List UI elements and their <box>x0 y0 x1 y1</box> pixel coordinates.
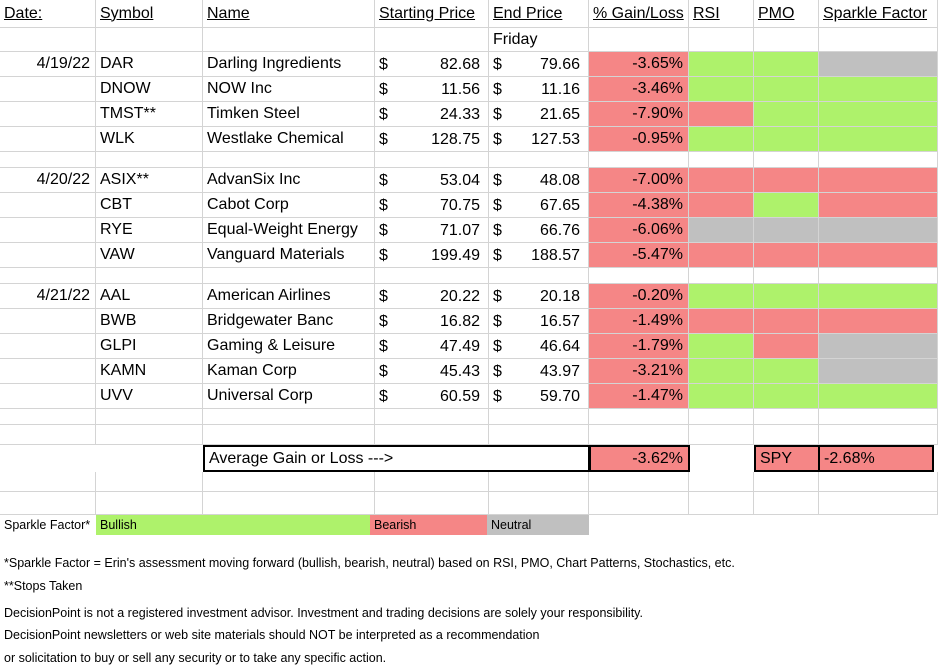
gain-loss-cell: -7.90% <box>589 102 689 127</box>
cell <box>0 409 96 425</box>
cell <box>375 492 489 515</box>
pmo-indicator-bullish <box>754 384 819 409</box>
end-price-cell-value: 11.16 <box>541 81 580 98</box>
gain-loss-cell: -3.46% <box>589 77 689 102</box>
disclaimer-line-2: DecisionPoint newsletters or web site materials should NOT be interpreted as a recommendation <box>4 628 540 642</box>
average-row <box>0 445 938 472</box>
starting-price-cell-value: 16.82 <box>439 313 480 330</box>
cell <box>0 268 96 284</box>
rsi-indicator-neutral <box>689 218 754 243</box>
group-date: 4/20/22 <box>0 168 96 193</box>
pmo-indicator-bullish <box>754 359 819 384</box>
starting-price-cell <box>375 52 489 77</box>
cell <box>819 492 938 515</box>
cell <box>203 492 375 515</box>
cell <box>819 28 938 52</box>
pmo-indicator-bullish <box>754 77 819 102</box>
gain-loss-cell: -0.20% <box>589 284 689 309</box>
name-cell: Universal Corp <box>203 384 375 409</box>
end-price-cell <box>489 384 589 409</box>
end-price-cell-value: 46.64 <box>539 338 580 355</box>
cell <box>754 268 819 284</box>
cell <box>0 309 96 334</box>
group-date: 4/19/22 <box>0 52 96 77</box>
currency-symbol: $ <box>493 172 502 189</box>
header-starting-price: Starting Price <box>375 0 489 28</box>
gain-loss-cell: -1.47% <box>589 384 689 409</box>
cell <box>0 77 96 102</box>
header-end-price: End Price <box>489 0 589 28</box>
starting-price-cell-value: 45.43 <box>439 363 480 380</box>
header-row <box>0 0 938 28</box>
cell <box>689 409 754 425</box>
spacer-row <box>0 268 938 284</box>
gain-loss-cell: -1.79% <box>589 334 689 359</box>
end-price-cell <box>489 52 589 77</box>
sparkle-factor-neutral <box>819 52 938 77</box>
starting-price-cell-value: 71.07 <box>439 222 480 239</box>
currency-symbol: $ <box>493 131 502 148</box>
cell <box>489 152 589 168</box>
rsi-indicator-bearish <box>689 102 754 127</box>
currency-symbol: $ <box>379 288 388 305</box>
cell <box>375 152 489 168</box>
sparkle-factor-bearish <box>819 309 938 334</box>
pmo-indicator-bearish <box>754 334 819 359</box>
cell <box>96 28 203 52</box>
cell <box>689 28 754 52</box>
currency-symbol: $ <box>379 81 388 98</box>
cell <box>489 425 589 445</box>
sparkle-factor-bullish <box>819 384 938 409</box>
cell <box>375 268 489 284</box>
cell <box>689 152 754 168</box>
currency-symbol: $ <box>379 313 388 330</box>
cell <box>0 384 96 409</box>
header-symbol: Symbol <box>96 0 203 28</box>
symbol-cell: DNOW <box>96 77 203 102</box>
header-rsi: RSI <box>689 0 754 28</box>
starting-price-cell-value: 199.49 <box>431 247 480 264</box>
starting-price-cell <box>375 334 489 359</box>
sparkle-factor-bullish <box>819 284 938 309</box>
end-price-cell-value: 127.53 <box>531 131 580 148</box>
end-price-cell-value: 43.97 <box>539 363 580 380</box>
end-price-cell <box>489 102 589 127</box>
starting-price-cell <box>375 309 489 334</box>
table-row <box>0 309 938 334</box>
name-cell: Bridgewater Banc <box>203 309 375 334</box>
starting-price-cell-value: 20.22 <box>439 288 480 305</box>
cell <box>689 425 754 445</box>
cell <box>96 425 203 445</box>
starting-price-cell-value: 24.33 <box>439 106 480 123</box>
table-row <box>0 334 938 359</box>
symbol-cell: CBT <box>96 193 203 218</box>
name-cell: Darling Ingredients <box>203 52 375 77</box>
rsi-indicator-bearish <box>689 193 754 218</box>
cell <box>689 268 754 284</box>
cell <box>203 425 375 445</box>
currency-symbol: $ <box>493 81 502 98</box>
table-row <box>0 384 938 409</box>
sparkle-factor-bullish <box>819 77 938 102</box>
note-row <box>0 648 938 668</box>
spacer-row <box>0 409 938 425</box>
cell <box>0 28 96 52</box>
end-price-cell-value: 66.76 <box>539 222 580 239</box>
spacer-row <box>0 492 938 515</box>
gain-loss-cell: -6.06% <box>589 218 689 243</box>
table-row <box>0 168 938 193</box>
currency-symbol: $ <box>379 131 388 148</box>
disclaimer-line-1: DecisionPoint is not a registered investment advisor. Investment and trading decisions are solely your responsibility. <box>4 606 643 620</box>
currency-symbol: $ <box>493 363 502 380</box>
starting-price-cell-value: 70.75 <box>439 197 480 214</box>
cell <box>96 472 203 492</box>
name-cell: American Airlines <box>203 284 375 309</box>
rsi-indicator-bullish <box>689 284 754 309</box>
starting-price-cell <box>375 384 489 409</box>
table-row <box>0 284 938 309</box>
cell <box>589 152 689 168</box>
name-cell: Kaman Corp <box>203 359 375 384</box>
cell <box>0 218 96 243</box>
table-row <box>0 243 938 268</box>
table-row <box>0 193 938 218</box>
spacer-row <box>0 425 938 445</box>
currency-symbol: $ <box>493 288 502 305</box>
starting-price-cell <box>375 102 489 127</box>
cell <box>203 409 375 425</box>
currency-symbol: $ <box>379 388 388 405</box>
table-row <box>0 218 938 243</box>
gain-loss-cell: -4.38% <box>589 193 689 218</box>
sparkle-factor-bearish <box>819 168 938 193</box>
sparkle-factor-bullish <box>819 102 938 127</box>
starting-price-cell <box>375 284 489 309</box>
end-price-cell <box>489 218 589 243</box>
name-cell: Timken Steel <box>203 102 375 127</box>
cell <box>589 425 689 445</box>
cell <box>0 472 96 492</box>
rsi-indicator-bullish <box>689 52 754 77</box>
currency-symbol: $ <box>379 363 388 380</box>
cell <box>754 425 819 445</box>
disclaimer-line-3: or solicitation to buy or sell any security or to take any specific action. <box>4 651 387 665</box>
sparkle-factor-bearish <box>819 243 938 268</box>
table-row <box>0 102 938 127</box>
cell <box>0 127 96 152</box>
table-row <box>0 77 938 102</box>
cell <box>96 152 203 168</box>
cell <box>0 492 96 515</box>
header-gain-loss: % Gain/Loss <box>589 0 689 28</box>
symbol-cell: VAW <box>96 243 203 268</box>
symbol-cell: AAL <box>96 284 203 309</box>
note-sparkle-definition: *Sparkle Factor = Erin's assessment moving forward (bullish, bearish, neutral) based on RSI, PMO, Chart Patterns, Stochastics, etc. <box>4 556 735 570</box>
currency-symbol: $ <box>493 222 502 239</box>
starting-price-cell <box>375 218 489 243</box>
name-cell: Gaming & Leisure <box>203 334 375 359</box>
currency-symbol: $ <box>379 222 388 239</box>
pmo-indicator-bearish <box>754 168 819 193</box>
currency-symbol: $ <box>379 106 388 123</box>
note-row <box>0 553 938 573</box>
currency-symbol: $ <box>379 56 388 73</box>
group-date: 4/21/22 <box>0 284 96 309</box>
symbol-cell: DAR <box>96 52 203 77</box>
cell <box>819 268 938 284</box>
spy-label: SPY <box>754 445 820 472</box>
end-price-cell-value: 79.66 <box>539 56 580 73</box>
pmo-indicator-bullish <box>754 193 819 218</box>
sparkle-factor-neutral <box>819 334 938 359</box>
pmo-indicator-bullish <box>754 102 819 127</box>
cell <box>589 492 689 515</box>
average-label: Average Gain or Loss ---> <box>203 445 590 472</box>
cell <box>203 152 375 168</box>
symbol-cell: BWB <box>96 309 203 334</box>
symbol-cell: RYE <box>96 218 203 243</box>
gain-loss-cell: -5.47% <box>589 243 689 268</box>
starting-price-cell-value: 128.75 <box>431 131 480 148</box>
pmo-indicator-bullish <box>754 284 819 309</box>
rsi-indicator-bullish <box>689 359 754 384</box>
table-row <box>0 52 938 77</box>
symbol-cell: TMST** <box>96 102 203 127</box>
cell <box>0 243 96 268</box>
currency-symbol: $ <box>493 56 502 73</box>
name-cell: NOW Inc <box>203 77 375 102</box>
cell <box>0 425 96 445</box>
rsi-indicator-bullish <box>689 384 754 409</box>
pmo-indicator-bearish <box>754 243 819 268</box>
cell <box>0 359 96 384</box>
legend-bullish: Bullish <box>96 515 370 535</box>
name-cell: AdvanSix Inc <box>203 168 375 193</box>
cell <box>589 268 689 284</box>
rsi-indicator-bearish <box>689 168 754 193</box>
symbol-cell: KAMN <box>96 359 203 384</box>
spy-value: -2.68% <box>818 445 934 472</box>
legend-title: Sparkle Factor* <box>4 518 91 532</box>
cell <box>689 472 754 492</box>
cell <box>489 492 589 515</box>
currency-symbol: $ <box>379 172 388 189</box>
spacer-row <box>0 472 938 492</box>
end-price-cell <box>489 168 589 193</box>
pmo-indicator-bullish <box>754 52 819 77</box>
end-price-cell-value: 48.08 <box>539 172 580 189</box>
starting-price-cell <box>375 77 489 102</box>
header-pmo: PMO <box>754 0 819 28</box>
sparkle-factor-neutral <box>819 359 938 384</box>
symbol-cell: ASIX** <box>96 168 203 193</box>
note-row <box>0 603 938 623</box>
name-cell: Cabot Corp <box>203 193 375 218</box>
end-price-cell <box>489 309 589 334</box>
cell <box>754 472 819 492</box>
note-stops-taken: **Stops Taken <box>4 579 83 593</box>
gain-loss-cell: -1.49% <box>589 309 689 334</box>
cell <box>589 472 689 492</box>
rsi-indicator-bearish <box>689 309 754 334</box>
currency-symbol: $ <box>379 247 388 264</box>
currency-symbol: $ <box>493 388 502 405</box>
cell <box>819 425 938 445</box>
legend-row <box>0 515 938 535</box>
starting-price-cell <box>375 243 489 268</box>
symbol-cell: UVV <box>96 384 203 409</box>
cell <box>489 472 589 492</box>
cell <box>96 268 203 284</box>
cell <box>375 28 489 52</box>
symbol-cell: WLK <box>96 127 203 152</box>
cell <box>375 409 489 425</box>
rsi-indicator-bearish <box>689 243 754 268</box>
cell <box>689 492 754 515</box>
legend-bearish: Bearish <box>370 515 487 535</box>
starting-price-cell <box>375 168 489 193</box>
cell <box>819 409 938 425</box>
sparkle-factor-neutral <box>819 218 938 243</box>
starting-price-cell-value: 53.04 <box>439 172 480 189</box>
end-price-cell <box>489 334 589 359</box>
cell <box>375 472 489 492</box>
cell <box>96 492 203 515</box>
cell <box>754 492 819 515</box>
name-cell: Vanguard Materials <box>203 243 375 268</box>
cell <box>375 425 489 445</box>
average-value: -3.62% <box>589 445 690 472</box>
end-price-cell-value: 59.70 <box>539 388 580 405</box>
cell <box>0 102 96 127</box>
pmo-indicator-neutral <box>754 218 819 243</box>
cell <box>489 268 589 284</box>
end-price-cell-value: 16.57 <box>539 313 580 330</box>
end-price-cell <box>489 243 589 268</box>
end-price-cell <box>489 359 589 384</box>
cell <box>96 409 203 425</box>
header-name: Name <box>203 0 375 28</box>
starting-price-cell-value: 60.59 <box>439 388 480 405</box>
starting-price-cell <box>375 359 489 384</box>
cell <box>754 152 819 168</box>
currency-symbol: $ <box>379 338 388 355</box>
cell <box>203 472 375 492</box>
header-date: Date: <box>0 0 96 28</box>
starting-price-cell <box>375 127 489 152</box>
cell <box>754 28 819 52</box>
table-row <box>0 127 938 152</box>
end-price-cell <box>489 77 589 102</box>
starting-price-cell-value: 47.49 <box>439 338 480 355</box>
name-cell: Equal-Weight Energy <box>203 218 375 243</box>
end-price-cell-value: 20.18 <box>539 288 580 305</box>
table-row <box>0 359 938 384</box>
cell <box>203 268 375 284</box>
name-cell: Westlake Chemical <box>203 127 375 152</box>
cell <box>819 152 938 168</box>
cell <box>203 28 375 52</box>
currency-symbol: $ <box>493 106 502 123</box>
end-price-cell-value: 21.65 <box>539 106 580 123</box>
header-sparkle-factor: Sparkle Factor <box>819 0 938 28</box>
end-price-cell <box>489 127 589 152</box>
cell <box>589 28 689 52</box>
currency-symbol: $ <box>379 197 388 214</box>
subheader-row <box>0 28 938 52</box>
currency-symbol: $ <box>493 338 502 355</box>
rsi-indicator-bullish <box>689 334 754 359</box>
end-price-cell <box>489 284 589 309</box>
gain-loss-cell: -3.65% <box>589 52 689 77</box>
note-row <box>0 625 938 645</box>
cell <box>589 409 689 425</box>
sparkle-factor-bearish <box>819 193 938 218</box>
starting-price-cell-value: 82.68 <box>439 56 480 73</box>
gain-loss-cell: -3.21% <box>589 359 689 384</box>
cell <box>0 152 96 168</box>
gain-loss-cell: -7.00% <box>589 168 689 193</box>
cell <box>819 472 938 492</box>
cell <box>0 334 96 359</box>
end-price-cell-value: 67.65 <box>539 197 580 214</box>
end-price-day: Friday <box>489 28 589 52</box>
gain-loss-cell: -0.95% <box>589 127 689 152</box>
starting-price-cell-value: 11.56 <box>441 81 480 98</box>
spacer-row <box>0 152 938 168</box>
pmo-indicator-bullish <box>754 127 819 152</box>
currency-symbol: $ <box>493 197 502 214</box>
cell <box>754 409 819 425</box>
symbol-cell: GLPI <box>96 334 203 359</box>
cell <box>489 409 589 425</box>
note-row <box>0 576 938 596</box>
end-price-cell-value: 188.57 <box>531 247 580 264</box>
starting-price-cell <box>375 193 489 218</box>
pmo-indicator-bearish <box>754 309 819 334</box>
sparkle-factor-bullish <box>819 127 938 152</box>
rsi-indicator-bullish <box>689 127 754 152</box>
currency-symbol: $ <box>493 247 502 264</box>
legend-neutral: Neutral <box>487 515 589 535</box>
cell <box>0 193 96 218</box>
end-price-cell <box>489 193 589 218</box>
rsi-indicator-bullish <box>689 77 754 102</box>
currency-symbol: $ <box>493 313 502 330</box>
